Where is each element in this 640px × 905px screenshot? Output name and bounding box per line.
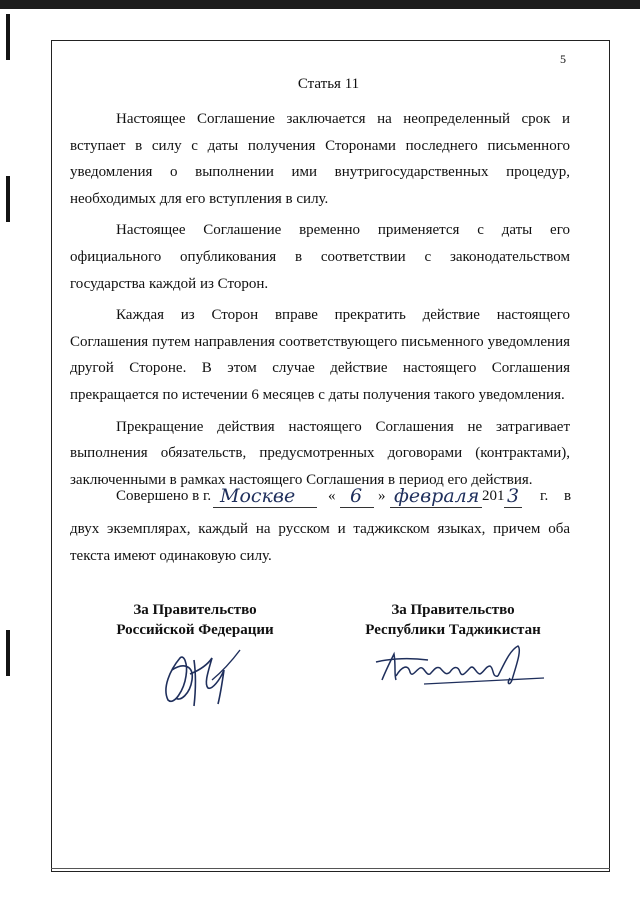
fill-line-month <box>390 507 482 508</box>
quote-open: « <box>328 488 336 505</box>
page-number: 5 <box>560 52 566 66</box>
signatory-country: Российской Федерации <box>116 622 274 638</box>
fill-line-day <box>340 507 374 508</box>
handwritten-year-digit: 3 <box>507 485 520 508</box>
scan-edge-mark <box>6 14 10 60</box>
handwritten-city: Москве <box>220 485 296 508</box>
handwritten-month: февраля <box>394 485 480 508</box>
signatory-tajikistan <box>348 600 558 640</box>
handwritten-day: 6 <box>350 485 363 508</box>
paragraph: Каждая из Сторон вправе прекратить действие настоящего Соглашения путем направления соответствующего письменного уведомления другой Стороне. В этом случае действие настоящего Соглашения прекращается по истечении 6 месяцев с даты получения такого уведомления. <box>70 307 570 403</box>
scan-edge-top <box>0 0 640 9</box>
done-rest: двух экземплярах, каждый на русском и таджикском языках, причем оба текста имеют одинаковую силу. <box>70 521 570 564</box>
signature-russia <box>150 640 250 710</box>
fill-line-year <box>504 507 522 508</box>
done-lead: Совершено в г. <box>116 488 212 505</box>
in-word: в <box>564 488 572 505</box>
year-prefix: 201 <box>482 488 505 505</box>
scan-edge-mark <box>6 176 10 222</box>
scan-edge-mark <box>6 630 10 676</box>
done-clause <box>70 480 570 569</box>
fill-line-city <box>213 507 317 508</box>
year-suffix: г. <box>540 488 549 505</box>
signature-tajikistan <box>372 640 547 690</box>
paragraph: Настоящее Соглашение временно применяется с даты его официального опубликования в соответствии с законодательством государства каждой из Сторон. <box>70 222 570 292</box>
paragraph: Настоящее Соглашение заключается на неопределенный срок и вступает в силу с даты получения Сторонами последнего письменного уведомления о выполнении ими внутригосударственных процедур, необходимых для его вступления в силу. <box>70 111 570 207</box>
signatory-label: За Правительство <box>133 602 257 618</box>
paragraph: Прекращение действия настоящего Соглашения не затрагивает выполнения обязательств, предусмотренных договорами (контрактами), заключенными в рамках настоящего Соглашения в период его действия. <box>70 418 570 488</box>
article-heading: Статья 11 <box>297 76 360 92</box>
signatory-russia <box>95 600 295 640</box>
signatory-country: Республики Таджикистан <box>365 622 541 638</box>
quote-close: » <box>378 488 386 505</box>
done-line <box>70 480 570 516</box>
signatory-label: За Правительство <box>391 602 515 618</box>
page-border-inner-line <box>51 868 610 869</box>
article-body <box>70 106 570 498</box>
